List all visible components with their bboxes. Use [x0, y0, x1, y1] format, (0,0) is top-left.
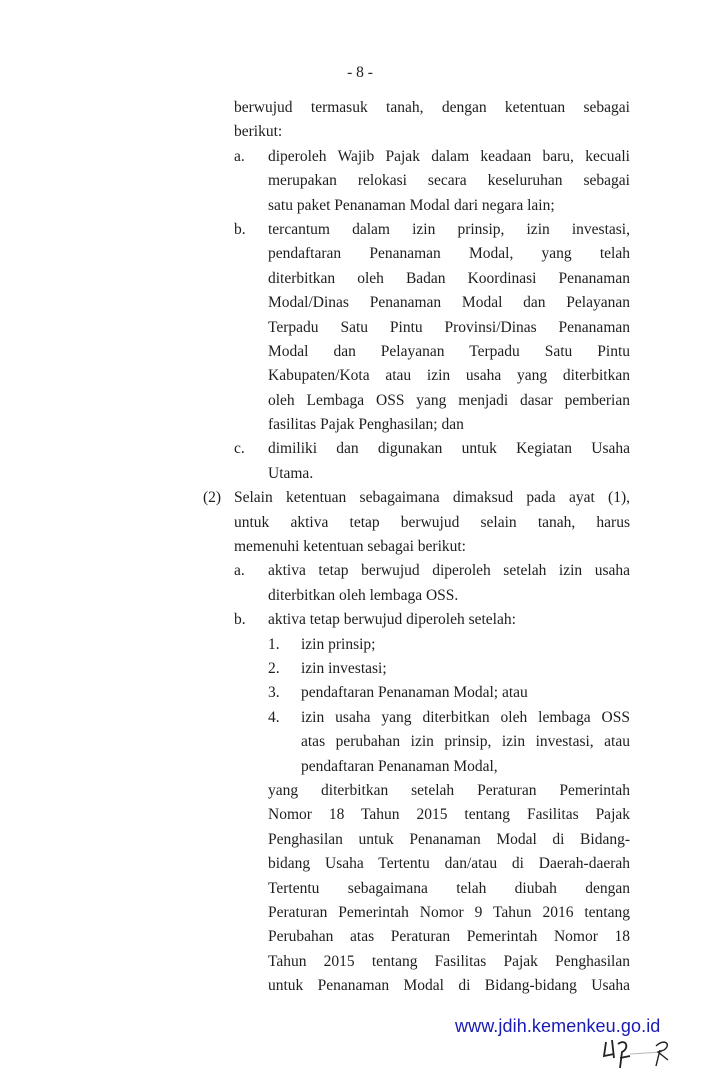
- line-text: izin prinsip;: [301, 635, 376, 653]
- line-text: izin investasi;: [301, 659, 387, 677]
- line-text: Modal/Dinas Penanaman Modal dan Pelayanan: [268, 294, 630, 312]
- line-text: aktiva tetap berwujud diperoleh setelah:: [268, 611, 516, 629]
- list-item-line: [0, 194, 706, 218]
- closing-line: [0, 779, 706, 803]
- closing-line: [0, 828, 706, 852]
- closing-line: [0, 901, 706, 925]
- line-text: diterbitkan oleh lembaga OSS.: [268, 586, 459, 604]
- line-text: fasilitas Pajak Penghasilan; dan: [268, 416, 464, 434]
- line-text: merupakan relokasi secara keseluruhan sebagai: [268, 172, 630, 190]
- handwritten-initials: [600, 1036, 680, 1072]
- line-text: satu paket Penanaman Modal dari negara lain;: [268, 196, 555, 214]
- line-text: berwujud termasuk tanah, dengan ketentuan sebagai: [234, 99, 630, 116]
- line-text: yang diterbitkan setelah Peraturan Pemerintah: [268, 781, 630, 799]
- closing-line: [0, 925, 706, 949]
- closing-line: [0, 877, 706, 901]
- line-text: Modal dan Pelayanan Terpadu Satu Pintu: [268, 342, 630, 360]
- line-text: pendaftaran Penanaman Modal, yang telah: [268, 245, 630, 263]
- list-marker: 3.: [268, 684, 280, 702]
- list-marker: (2): [203, 489, 222, 507]
- list-marker: 2.: [268, 659, 280, 677]
- closing-line: [0, 974, 706, 998]
- list-item-line: [0, 462, 706, 486]
- line-text: izin usaha yang diterbitkan oleh lembaga OSS: [301, 708, 630, 726]
- closing-line: [0, 950, 706, 974]
- line-text: tercantum dalam izin prinsip, izin investasi,: [268, 220, 630, 238]
- line-text: oleh Lembaga OSS yang menjadi dasar pemberian: [268, 391, 630, 409]
- list-item-line: [0, 559, 706, 583]
- sub-item-line: [0, 755, 706, 779]
- list-item-line: [0, 584, 706, 608]
- list-item-line: [0, 242, 706, 266]
- line-text: memenuhi ketentuan sebagai berikut:: [234, 538, 466, 556]
- line-text: pendaftaran Penanaman Modal; atau: [301, 684, 528, 702]
- line-text: Selain ketentuan sebagaimana dimaksud pada ayat (1),: [234, 489, 630, 507]
- page-number: - 8 -: [347, 64, 373, 81]
- list-item-line: [0, 413, 706, 437]
- list-marker: 4.: [268, 708, 280, 726]
- line-text: bidang Usaha Tertentu dan/atau di Daerah-daerah: [268, 855, 630, 873]
- paragraph-line: [0, 486, 706, 510]
- intro-line: [0, 120, 706, 144]
- closing-line: [0, 803, 706, 827]
- source-url-watermark[interactable]: www.jdih.kemenkeu.go.id: [455, 1016, 661, 1036]
- sub-item-line: [0, 633, 706, 657]
- document-body: [0, 96, 706, 998]
- line-text: Terpadu Satu Pintu Provinsi/Dinas Penanaman: [268, 318, 630, 336]
- list-item-line: [0, 340, 706, 364]
- list-marker: b.: [234, 220, 246, 238]
- paragraph-line: [0, 535, 706, 559]
- line-text: Peraturan Pemerintah Nomor 9 Tahun 2016 tentang: [268, 903, 630, 921]
- list-item-line: [0, 316, 706, 340]
- line-text: berikut:: [234, 123, 283, 141]
- sub-item-line: [0, 730, 706, 754]
- line-text: untuk aktiva tetap berwujud selain tanah, harus: [234, 513, 630, 531]
- line-text: atas perubahan izin prinsip, izin investasi, atau: [301, 733, 630, 751]
- line-text: diperoleh Wajib Pajak dalam keadaan baru, kecuali: [268, 147, 630, 165]
- sub-item-line: [0, 706, 706, 730]
- line-text: Tertentu sebagaimana telah diubah dengan: [268, 879, 630, 897]
- line-text: dimiliki dan digunakan untuk Kegiatan Usaha: [268, 440, 630, 458]
- list-item-line: [0, 437, 706, 461]
- line-text: Perubahan atas Peraturan Pemerintah Nomor 18: [268, 928, 630, 946]
- line-text: pendaftaran Penanaman Modal,: [301, 757, 498, 775]
- paragraph-line: [0, 511, 706, 535]
- sub-item-line: [0, 681, 706, 705]
- line-text: Tahun 2015 tentang Fasilitas Pajak Penghasilan: [268, 952, 630, 970]
- list-item-line: [0, 145, 706, 169]
- list-marker: a.: [234, 147, 245, 165]
- list-item-line: [0, 364, 706, 388]
- line-text: Utama.: [268, 464, 314, 482]
- line-text: Kabupaten/Kota atau izin usaha yang diterbitkan: [268, 367, 630, 385]
- list-item-line: [0, 218, 706, 242]
- line-text: Penghasilan untuk Penanaman Modal di Bidang-: [268, 830, 630, 848]
- intro-line: [0, 96, 706, 120]
- list-marker: c.: [234, 440, 245, 458]
- list-item-line: [0, 608, 706, 632]
- line-text: Nomor 18 Tahun 2015 tentang Fasilitas Pajak: [268, 806, 630, 824]
- list-marker: b.: [234, 611, 246, 629]
- list-item-line: [0, 267, 706, 291]
- closing-line: [0, 852, 706, 876]
- line-text: diterbitkan oleh Badan Koordinasi Penanaman: [268, 269, 630, 287]
- list-marker: 1.: [268, 635, 280, 653]
- sub-item-line: [0, 657, 706, 681]
- line-text: untuk Penanaman Modal di Bidang-bidang Usaha: [268, 977, 630, 995]
- list-item-line: [0, 389, 706, 413]
- list-marker: a.: [234, 562, 245, 580]
- list-item-line: [0, 291, 706, 315]
- list-item-line: [0, 169, 706, 193]
- line-text: aktiva tetap berwujud diperoleh setelah izin usaha: [268, 562, 630, 580]
